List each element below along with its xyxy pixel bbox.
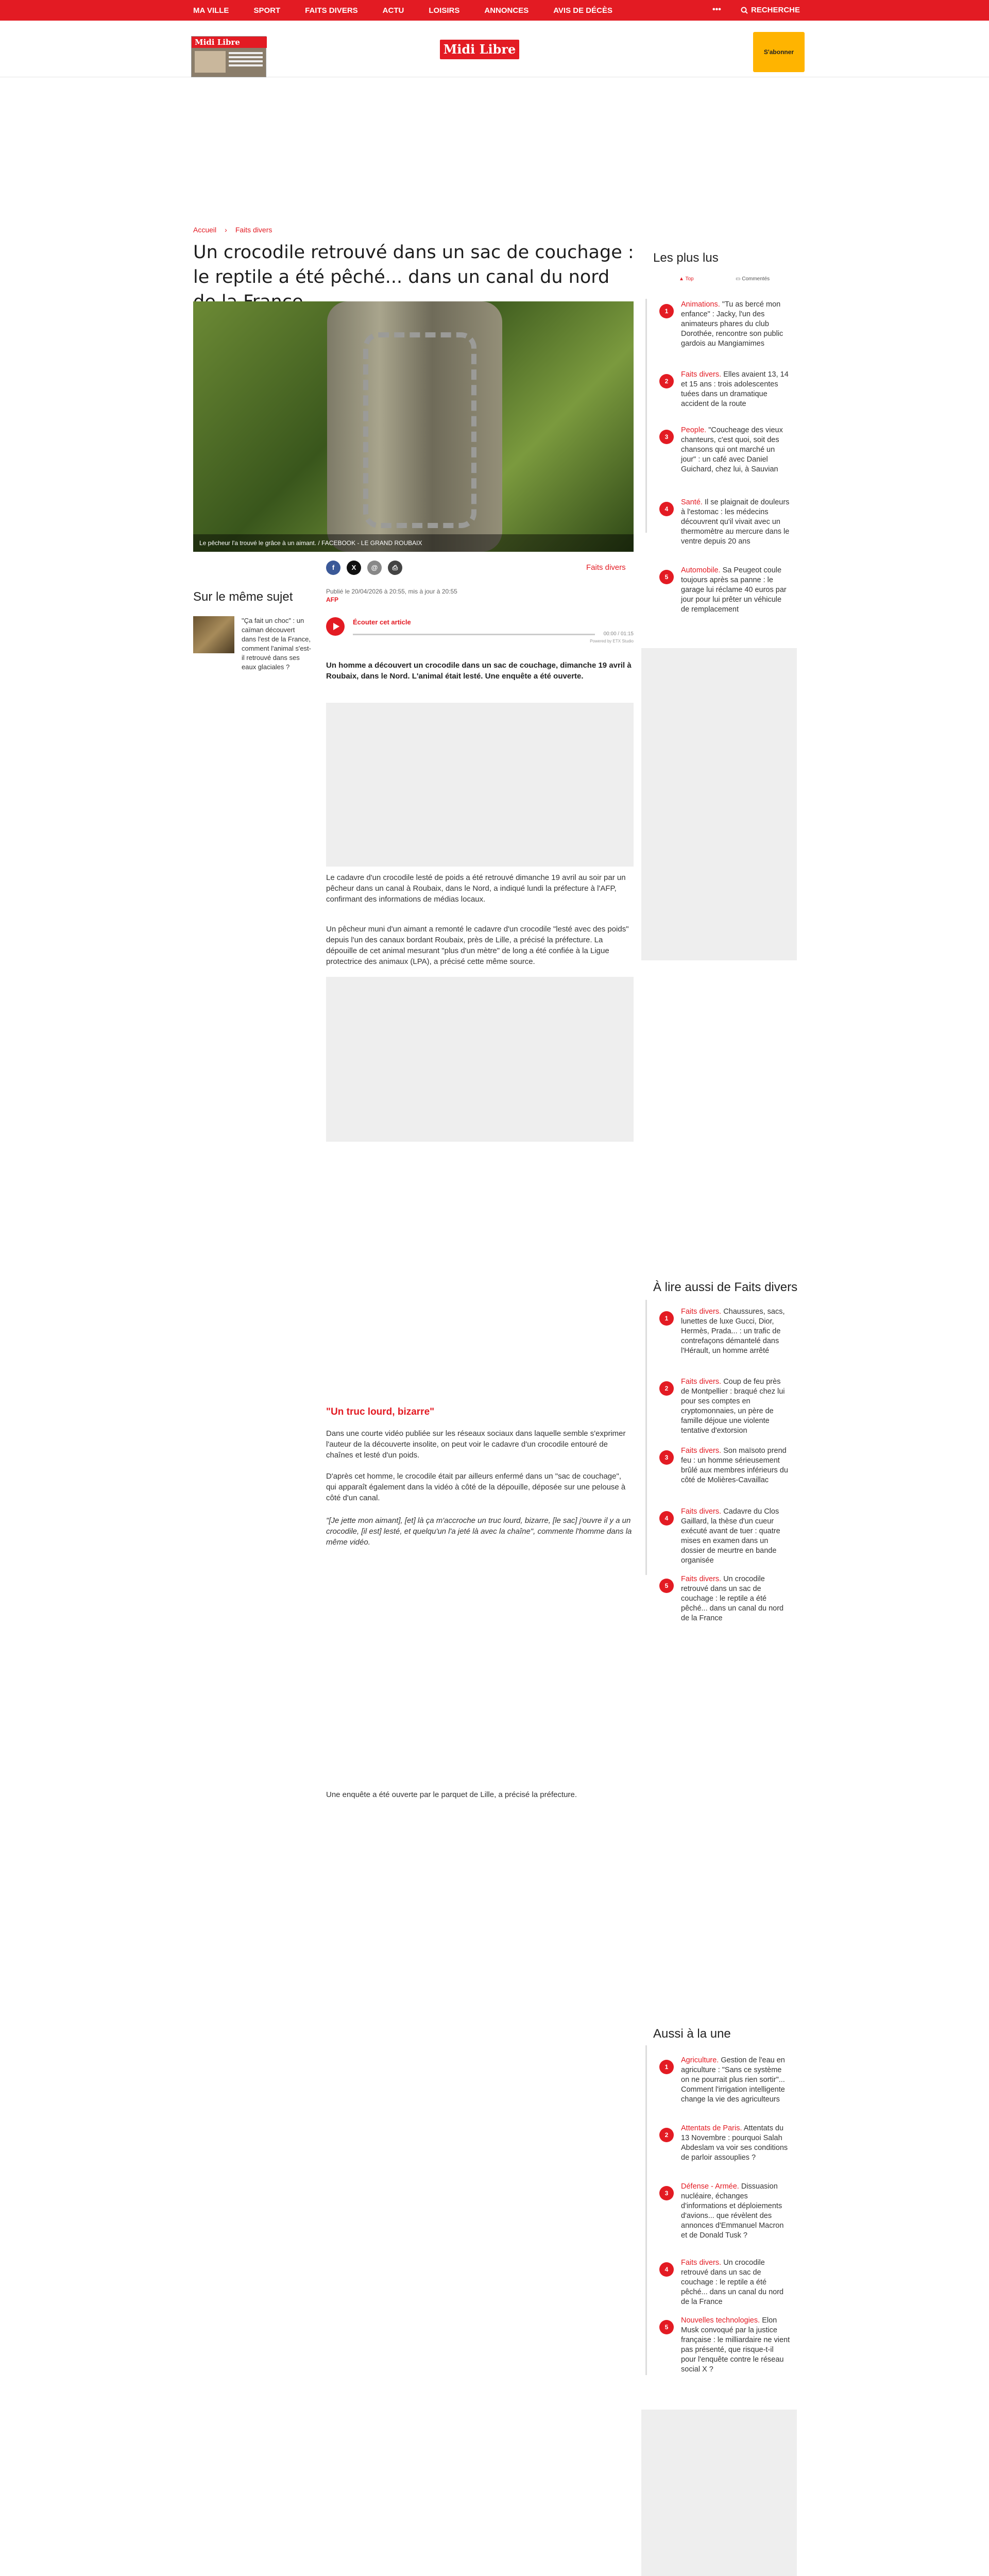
category-tag[interactable]: Faits divers xyxy=(586,563,626,572)
audio-time: 00:00 / 01:15 xyxy=(603,631,634,637)
same-topic-title: Sur le même sujet xyxy=(193,590,293,604)
newspaper-text-lines xyxy=(229,52,263,54)
breadcrumb xyxy=(193,226,272,234)
search-button[interactable] xyxy=(741,6,800,14)
nav-item-ma-ville[interactable]: MA VILLE xyxy=(193,6,229,15)
nav-item-actu[interactable]: ACTU xyxy=(382,6,404,15)
sidebar-ad-2 xyxy=(641,2410,797,2576)
most-read-title: Les plus lus xyxy=(653,251,719,265)
article-author: AFP xyxy=(326,596,338,603)
article-paragraph-6: Une enquête a été ouverte par le parquet de Lille, a précisé la préfecture. xyxy=(326,1790,577,1799)
newspaper-photo xyxy=(195,51,226,73)
top-nav xyxy=(0,0,989,21)
facebook-share-icon[interactable]: f xyxy=(326,561,340,575)
top-ad-slot xyxy=(193,87,796,215)
audio-label: Écouter cet article xyxy=(353,618,411,626)
breadcrumb-section[interactable]: Faits divers xyxy=(235,226,272,234)
article-paragraph-5: "[Je jette mon aimant], [et] là ça m'accroche un truc lourd, bizarre, [le sac] j'ouvre il y a un crocodile, [il est] lesté, et quelqu'un l'a jeté là avec la chaîne", commente l'homme dans la même vidéo. xyxy=(326,1516,632,1547)
newspaper-edition-thumbnail[interactable] xyxy=(191,36,266,77)
more-menu-button[interactable]: ••• xyxy=(712,5,721,14)
nav-item-annonces[interactable]: ANNONCES xyxy=(484,6,529,15)
play-icon[interactable] xyxy=(326,617,345,636)
chevron-right-icon: › xyxy=(225,226,227,234)
article-paragraph-2: Un pêcheur muni d'un aimant a remonté le cadavre d'un crocodile "lesté avec des poids" depuis l'un des canaux bordant Roubaix, près de Lille, a précisé la préfecture. La dépouille de cet animal mesurant "plus d'un mètre" de long a été confiée à la Ligue protectrice des animaux (LPA), a précisé cette même source. xyxy=(326,925,629,966)
article-subtitle: "Un truc lourd, bizarre" xyxy=(326,1406,435,1417)
headlines-divider xyxy=(645,2045,647,2375)
article-paragraph-4: D'après cet homme, le crocodile était par ailleurs enfermé dans un "sac de couchage", qui apparaît également dans la vidéo à côté de la dépouille, déposée sur une pelouse à côté d'un canal. xyxy=(326,1472,626,1502)
sidebar-ad-1 xyxy=(641,648,797,960)
share-buttons xyxy=(326,561,408,575)
tab-top[interactable]: ▲ Top xyxy=(679,276,694,282)
article-paragraph-1: Le cadavre d'un crocodile lesté de poids a été retrouvé dimanche 19 avril au soir par un pêcheur dans un canal à Roubaix, dans le Nord, a indiqué lundi la préfecture à l'AFP, confirmant des informations de médias locaux. xyxy=(326,873,626,904)
in-article-ad-1 xyxy=(326,703,634,867)
most-read-divider xyxy=(645,299,647,533)
search-label: RECHERCHE xyxy=(751,6,800,14)
breadcrumb-home[interactable]: Accueil xyxy=(193,226,217,234)
publish-date: Publié le 20/04/2026 à 20:55, mis à jour à 20:55 xyxy=(326,588,457,595)
nav-item-avis-de-deces[interactable]: AVIS DE DÉCÈS xyxy=(553,6,612,15)
site-logo[interactable]: Midi Libre xyxy=(440,40,519,59)
in-article-ad-2 xyxy=(326,977,634,1142)
main-menu xyxy=(193,0,637,21)
print-icon[interactable]: ⎙ xyxy=(388,561,402,575)
article-meta xyxy=(326,587,457,604)
email-share-icon[interactable]: @ xyxy=(367,561,382,575)
same-topic-headline: "Ça fait un choc" : un caïman découvert dans l'est de la France, comment l'animal s'est-il retrouvé dans ses eaux glaciales ? xyxy=(242,617,312,671)
headlines-title: Aussi à la une xyxy=(653,2027,731,2041)
nav-item-faits-divers[interactable]: FAITS DIVERS xyxy=(305,6,358,15)
read-also-title: À lire aussi de Faits divers xyxy=(653,1280,798,1294)
article-hero-image[interactable] xyxy=(193,301,634,552)
article-paragraph-3: Dans une courte vidéo publiée sur les réseaux sociaux dans laquelle semble s'exprimer l'auteur de la découverte insolite, on peut voir le cadavre d'un crocodile entouré de chaînes et lesté d'un poids. xyxy=(326,1429,626,1460)
article-lead: Un homme a découvert un crocodile dans un sac de couchage, dimanche 19 avril à Roubaix, dans le Nord. L'animal était lesté. Une enquête a été ouverte. xyxy=(326,661,632,681)
chain xyxy=(363,332,476,528)
comment-icon: ▭ xyxy=(736,276,742,282)
fire-icon: ▲ xyxy=(679,276,686,282)
newspaper-edition-logo: Midi Libre xyxy=(192,37,267,48)
tab-comments[interactable]: ▭ Commentés xyxy=(736,276,770,282)
audio-provider: Powered by ETX Studio xyxy=(590,639,634,643)
same-topic-item[interactable] xyxy=(193,616,312,671)
subscribe-button[interactable]: S'abonner xyxy=(753,32,805,72)
most-read-tabs xyxy=(653,275,797,289)
search-icon xyxy=(741,7,748,14)
audio-progress-bar[interactable] xyxy=(353,634,595,635)
read-also-divider xyxy=(645,1300,647,1575)
x-share-icon[interactable]: X xyxy=(347,561,361,575)
image-caption: Le pêcheur l'a trouvé le grâce à un aimant. / FACEBOOK - LE GRAND ROUBAIX xyxy=(193,534,634,552)
nav-item-loisirs[interactable]: LOISIRS xyxy=(429,6,460,15)
same-topic-thumbnail xyxy=(193,616,234,653)
article-title: Un crocodile retrouvé dans un sac de couchage : le reptile a été pêché... dans un canal du nord xyxy=(193,242,634,287)
nav-item-sport[interactable]: SPORT xyxy=(253,6,281,15)
audio-player xyxy=(326,616,634,643)
